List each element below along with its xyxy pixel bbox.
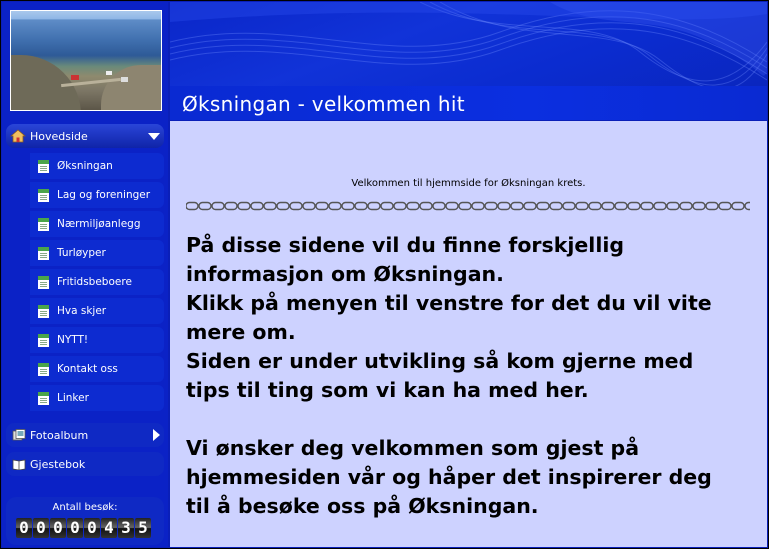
document-icon	[38, 189, 49, 202]
chevron-down-icon[interactable]	[148, 133, 160, 140]
visit-counter-digits	[16, 518, 151, 538]
body-line: Siden er under utvikling så kom gjerne med	[186, 349, 694, 373]
visit-counter	[6, 497, 164, 545]
home-icon	[10, 129, 26, 143]
counter-digit: 3	[118, 518, 134, 538]
menu-gjestebok[interactable]	[6, 452, 164, 476]
document-icon	[38, 334, 49, 347]
menu-item-nytt[interactable]	[30, 327, 164, 353]
menu-hovedside-label: Hovedside	[30, 129, 88, 143]
body-line: Klikk på menyen til venstre for det du vil vite	[186, 291, 712, 315]
counter-digit: 0	[33, 518, 49, 538]
chevron-right-icon[interactable]	[153, 429, 160, 441]
menu-item-label: Linker	[57, 392, 89, 404]
menu-item-fritidsbeboere[interactable]	[30, 269, 164, 295]
body-line: til å besøke oss på Øksningan.	[186, 494, 539, 518]
menu-item-label: NYTT!	[57, 334, 89, 346]
menu-item-label: Øksningan	[57, 160, 113, 172]
body-line: informasjon om Øksningan.	[186, 262, 504, 286]
menu-item-label: Nærmiljøanlegg	[57, 218, 141, 230]
menu-gjestebok-label: Gjestebok	[30, 457, 86, 471]
photo-album-icon	[12, 429, 26, 441]
header-photo	[10, 10, 162, 111]
counter-digit: 5	[135, 518, 151, 538]
document-icon	[38, 160, 49, 173]
body-line: hjemmesiden vår og håper det inspirerer deg	[186, 465, 712, 489]
body-line: Vi ønsker deg velkommen som gjest på	[186, 436, 640, 460]
counter-digit: 0	[67, 518, 83, 538]
header-banner	[170, 2, 767, 120]
menu-item-lag-og-foreninger[interactable]	[30, 182, 164, 208]
document-icon	[38, 392, 49, 405]
menu-hovedside[interactable]	[6, 124, 164, 148]
welcome-text: Velkommen til hjemmside for Øksningan krets.	[351, 178, 586, 189]
menu-item-turloyper[interactable]	[30, 240, 164, 266]
document-icon	[38, 363, 49, 376]
visit-counter-label: Antall besøk:	[52, 502, 118, 513]
document-icon	[38, 247, 49, 260]
menu-item-label: Fritidsbeboere	[57, 276, 132, 288]
document-icon	[38, 305, 49, 318]
body-line: tips til ting som vi kan ha med her.	[186, 378, 589, 402]
menu-item-label: Kontakt oss	[57, 363, 118, 375]
page-title: Øksningan - velkommen hit	[182, 92, 465, 116]
counter-digit: 4	[101, 518, 117, 538]
sidebar	[2, 2, 168, 547]
counter-digit: 0	[50, 518, 66, 538]
menu-item-oksningan[interactable]	[30, 153, 164, 179]
menu-item-label: Lag og foreninger	[57, 189, 151, 201]
menu-item-kontakt-oss[interactable]	[30, 356, 164, 382]
body-line: På disse sidene vil du finne forskjellig	[186, 233, 625, 257]
menu-item-linker[interactable]	[30, 385, 164, 411]
menu-fotoalbum-label: Fotoalbum	[30, 428, 89, 442]
book-icon	[12, 458, 26, 470]
document-icon	[38, 218, 49, 231]
menu-fotoalbum[interactable]	[6, 423, 164, 447]
counter-digit: 0	[16, 518, 32, 538]
body-line: mere om.	[186, 320, 296, 344]
counter-digit: 0	[84, 518, 100, 538]
body-text	[186, 231, 756, 521]
menu-item-label: Hva skjer	[57, 305, 107, 317]
menu-item-hva-skjer[interactable]	[30, 298, 164, 324]
chain-divider	[186, 201, 750, 211]
menu-item-naermiljoanlegg[interactable]	[30, 211, 164, 237]
main-content	[170, 121, 767, 547]
document-icon	[38, 276, 49, 289]
menu-item-label: Turløyper	[57, 247, 106, 259]
